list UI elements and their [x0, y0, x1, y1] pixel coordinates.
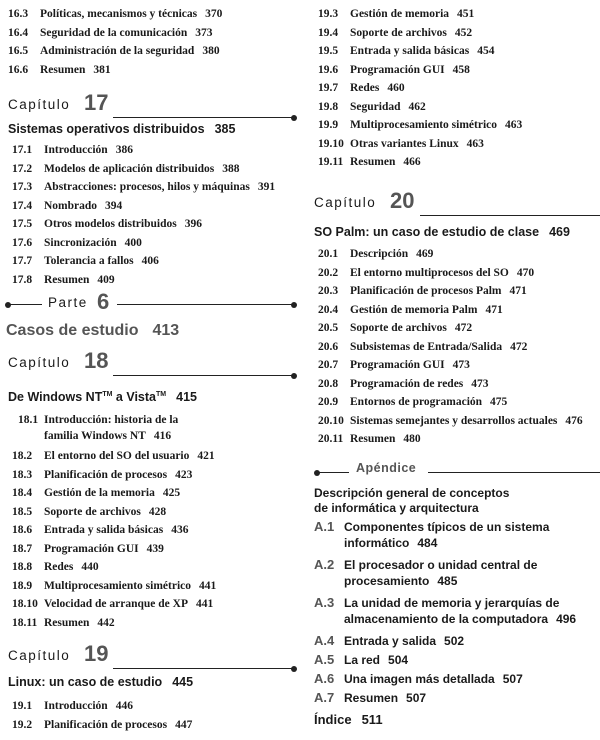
appendix-header: [300, 461, 600, 481]
entry-page: 504: [388, 653, 409, 667]
entry-page: 473: [452, 359, 470, 371]
toc-entry: [300, 98, 600, 117]
rule-dot: [291, 373, 297, 379]
entry-page: 380: [202, 45, 220, 57]
entry-number: 19.8: [318, 100, 339, 113]
chapter-rule: [113, 668, 293, 669]
entry-title-line1: Entrada y salida 502: [344, 634, 465, 648]
toc-entry: [300, 393, 600, 412]
entry-title: Introducción: [44, 700, 108, 712]
entry-page: 466: [403, 156, 421, 168]
entry-title: Seguridad de la comunicación: [40, 26, 188, 39]
entry-number: 20.1: [318, 248, 339, 260]
entry-number: 20.2: [318, 266, 339, 279]
entry-title: Resumen: [44, 273, 90, 286]
entry-number: 19.1: [12, 700, 33, 712]
entry-page: 458: [452, 63, 470, 76]
appendix-entry: [314, 633, 600, 652]
toc-entry: [0, 197, 300, 216]
entry-title: Políticas, mecanismos y técnicas: [40, 8, 198, 20]
entry-number: 18.7: [12, 542, 33, 555]
toc-entry: [0, 61, 300, 80]
entry-title: Programación GUI: [44, 542, 139, 555]
chapter-20-entries: [300, 245, 600, 449]
entry-page: 473: [471, 377, 489, 390]
entry-title-line1: Una imagen más detallada 507: [344, 672, 523, 686]
appendix-entry: [314, 595, 600, 633]
entry-page: 394: [105, 199, 123, 212]
toc-entry: [300, 61, 600, 80]
toc-entry: 18.1 Introducción: historia de la familia Windows NT 416: [18, 414, 179, 442]
entry-number: A.3: [314, 595, 335, 610]
chapter-17-title: Sistemas operativos distribuidos 385: [8, 122, 236, 136]
entry-page: 406: [141, 255, 159, 267]
toc-entry: [0, 215, 300, 234]
entry-page: 428: [148, 505, 167, 518]
entry-number: 18.3: [12, 468, 33, 481]
toc-entry: [0, 540, 300, 559]
entry-page: 454: [477, 45, 495, 57]
entry-number: 17.5: [12, 218, 33, 230]
toc-entry: [300, 135, 600, 154]
entry-page: 470: [516, 266, 535, 279]
entry-number: 18.10: [12, 598, 38, 610]
appendix-entry: [314, 652, 600, 671]
section-16-entries: [0, 5, 300, 79]
part-label: Parte: [48, 295, 88, 310]
entry-page: 391: [257, 181, 276, 193]
toc-entry: [0, 614, 300, 633]
toc-entry: [0, 447, 300, 466]
rule-dot: [291, 302, 297, 308]
entry-page: 507: [406, 691, 427, 705]
appendix-rule-right: [428, 472, 600, 473]
entry-number: 20.3: [318, 285, 339, 297]
entry-number: 18.2: [12, 450, 33, 462]
toc-entry: [300, 79, 600, 98]
entry-number: 20.8: [318, 377, 339, 390]
entry-number: 17.2: [12, 162, 33, 175]
entry-number: A.2: [314, 557, 335, 572]
entry-page: 386: [115, 144, 133, 156]
chapter-18-header: [0, 340, 300, 372]
part-rule-left: [10, 304, 42, 305]
entry-title: Modelos de aplicación distribuidos: [44, 162, 215, 175]
rule-dot: [291, 115, 297, 121]
entry-number: A.4: [314, 633, 335, 648]
entry-number: 19.11: [318, 156, 344, 168]
entry-title: Otros modelos distribuidos: [44, 218, 177, 230]
toc-entry: [0, 697, 300, 716]
entry-title-line1: La red 504: [344, 653, 409, 667]
appendix-entries: [314, 519, 600, 709]
entry-page: 485: [437, 574, 458, 588]
entry-number: 18.9: [12, 579, 33, 592]
chapter-number: 17: [84, 90, 109, 115]
entry-page: 370: [205, 8, 223, 20]
entry-number: 18.8: [12, 561, 33, 573]
entry-page: 436: [171, 524, 189, 536]
entry-title: Entornos de programación: [350, 396, 483, 408]
entry-title: Planificación de procesos: [44, 468, 168, 481]
entry-page: 441: [199, 579, 217, 592]
entry-title: Otras variantes Linux: [350, 137, 459, 150]
toc-entry: [0, 595, 300, 614]
entry-title-line2: procesamiento 485: [344, 574, 458, 588]
toc-entry: [0, 521, 300, 540]
entry-title: Administración de la seguridad: [40, 45, 195, 57]
index-entry: Índice 511: [314, 712, 383, 727]
entry-number: 20.11: [318, 433, 344, 445]
entry-title: Resumen: [350, 156, 396, 168]
chapter-label: Capítulo: [8, 97, 71, 112]
appendix-label: Apéndice: [356, 461, 417, 475]
chapter-rule: [113, 117, 293, 118]
chapter-18-title: De Windows NT™ a Vista™ 415: [8, 390, 197, 404]
entry-number: 19.10: [318, 137, 344, 150]
entry-number: 19.3: [318, 8, 339, 20]
part-6-header: [0, 289, 300, 315]
toc-entry: [300, 430, 600, 449]
entry-title: Velocidad de arranque de XP: [44, 598, 188, 610]
entry-page: 472: [510, 340, 528, 353]
entry-title: Resumen: [44, 616, 90, 629]
entry-title: Redes: [350, 82, 380, 94]
entry-title: Multiprocesamiento simétrico: [350, 119, 498, 131]
entry-title: Planificación de procesos Palm: [350, 285, 502, 297]
entry-page: 484: [417, 536, 438, 550]
chapter-number: 20: [390, 188, 415, 213]
entry-title: Programación GUI: [350, 63, 445, 76]
entry-page: 400: [124, 236, 142, 249]
chapter-rule: [420, 215, 600, 216]
toc-entry: [300, 153, 600, 172]
toc-entry: [0, 141, 300, 160]
entry-number: 17.8: [12, 273, 33, 286]
toc-entry: [300, 5, 600, 24]
toc-entry: [300, 245, 600, 264]
entry-number: 16.6: [8, 63, 29, 76]
toc-entry: [300, 375, 600, 394]
toc-entry: [300, 319, 600, 338]
entry-number: A.5: [314, 652, 335, 667]
entry-title: Descripción: [350, 248, 409, 260]
entry-number: A.1: [314, 519, 335, 534]
entry-number: 17.7: [12, 255, 33, 267]
entry-title: Entrada y salida básicas: [350, 45, 470, 57]
toc-entry: [0, 178, 300, 197]
entry-title: Gestión de memoria: [350, 8, 450, 20]
entry-title: Tolerancia a fallos: [44, 255, 134, 267]
entry-number: 17.3: [12, 181, 33, 193]
entry-page: 425: [162, 487, 181, 499]
entry-title: El entorno multiprocesos del SO: [350, 266, 509, 279]
entry-page: 396: [184, 218, 202, 230]
entry-number: 20.5: [318, 322, 339, 334]
toc-entry: [300, 301, 600, 320]
chapter-20-header: [300, 180, 600, 212]
entry-number: 17.4: [12, 199, 33, 212]
entry-title: Planificación de procesos: [44, 718, 168, 731]
entry-page: 471: [509, 285, 527, 297]
rule-dot: [291, 666, 297, 672]
chapter-label: Capítulo: [8, 648, 71, 663]
entry-page: 472: [454, 322, 473, 334]
toc-entry: [300, 338, 600, 357]
toc-entry: [0, 466, 300, 485]
entry-title: Programación de redes: [350, 377, 464, 390]
chapter-18-entry-1: [0, 412, 300, 448]
entry-title: Introducción: [44, 144, 108, 156]
entry-page: 446: [115, 700, 133, 712]
entry-number: 16.5: [8, 45, 29, 57]
entry-number: 16.4: [8, 26, 29, 39]
entry-page: 388: [222, 162, 240, 175]
toc-entry: [0, 42, 300, 61]
entry-title: Soporte de archivos: [350, 26, 447, 39]
entry-page: 423: [175, 468, 193, 481]
entry-title: Entrada y salida básicas: [44, 524, 164, 536]
toc-entry: [0, 577, 300, 596]
toc-entry: [300, 356, 600, 375]
chapter-label: Capítulo: [314, 195, 377, 210]
entry-title: Multiprocesamiento simétrico: [44, 579, 192, 592]
entry-title-line1: Componentes típicos de un sistema: [344, 520, 550, 534]
entry-page: 452: [454, 26, 473, 39]
entry-title: Subsistemas de Entrada/Salida: [350, 340, 503, 353]
entry-number: 18.4: [12, 487, 33, 499]
chapter-label: Capítulo: [8, 355, 71, 370]
entry-title: Resumen: [350, 433, 396, 445]
entry-page: 381: [93, 63, 111, 76]
chapter-18-entries: [0, 447, 300, 632]
rule-dot: [5, 302, 11, 308]
entry-page: 460: [387, 82, 405, 94]
entry-number: 18.6: [12, 524, 33, 536]
entry-title: Soporte de archivos: [350, 322, 447, 334]
chapter-rule: [113, 375, 293, 376]
toc-entry: [0, 160, 300, 179]
entry-title: Sincronización: [44, 236, 117, 249]
entry-title: El entorno del SO del usuario: [44, 450, 190, 462]
entry-number: 19.6: [318, 63, 339, 76]
chapter-19-title: Linux: un caso de estudio 445: [8, 675, 194, 689]
appendix-entry: [314, 557, 600, 595]
entry-number: 17.1: [12, 144, 33, 156]
appendix-entry: [314, 519, 600, 557]
entry-number: A.7: [314, 690, 335, 705]
chapter-17-entries: [0, 141, 300, 289]
entry-number: 19.5: [318, 45, 339, 57]
entry-title: Nombrado: [44, 199, 98, 212]
toc-entry: [0, 252, 300, 271]
entry-page: 476: [565, 414, 583, 427]
toc-entry: [0, 24, 300, 43]
entry-number: 20.9: [318, 396, 339, 408]
entry-number: 19.2: [12, 718, 33, 731]
part-rule-right: [117, 304, 293, 305]
entry-title-line1: Resumen 507: [344, 691, 427, 705]
entry-number: 20.6: [318, 340, 339, 353]
entry-number: 20.7: [318, 359, 339, 371]
entry-title: Soporte de archivos: [44, 505, 141, 518]
entry-number: 19.9: [318, 119, 339, 131]
entry-number: 18.5: [12, 505, 33, 518]
entry-page: 471: [485, 303, 503, 316]
chapter-19-entries: [0, 697, 300, 734]
entry-title: Redes: [44, 561, 74, 573]
entry-page: 475: [490, 396, 508, 408]
entry-number: 17.6: [12, 236, 33, 249]
entry-page: 469: [416, 248, 434, 260]
entry-title: Resumen: [40, 63, 86, 76]
chapter-number: 18: [84, 348, 109, 373]
entry-page: 442: [97, 616, 115, 629]
entry-page: 480: [403, 433, 421, 445]
toc-entry: [0, 558, 300, 577]
entry-page: 440: [81, 561, 99, 573]
entry-page: 451: [457, 8, 475, 20]
part-number: 6: [97, 289, 110, 314]
entry-page: 421: [197, 450, 215, 462]
entry-page: 463: [505, 119, 523, 131]
entry-page: 496: [556, 612, 577, 626]
entry-page: 462: [408, 100, 426, 113]
appendix-title: Descripción general de conceptos de informática y arquitectura: [314, 486, 510, 515]
entry-title: Seguridad: [350, 100, 401, 113]
entry-number: 20.10: [318, 414, 344, 427]
toc-entry: [300, 24, 600, 43]
entry-title-line1: La unidad de memoria y jerarquías de: [344, 596, 560, 610]
entry-title: Programación GUI: [350, 359, 445, 371]
toc-entry: [0, 503, 300, 522]
entry-page: 409: [97, 273, 115, 286]
entry-page: 373: [195, 26, 213, 39]
part-6-title: Casos de estudio 413: [6, 322, 180, 339]
entry-number: 20.4: [318, 303, 339, 316]
entry-page: 441: [195, 598, 214, 610]
entry-page: 439: [146, 542, 164, 555]
entry-number: 18.11: [12, 616, 38, 629]
appendix-entry: [314, 671, 600, 690]
appendix-rule-left: [319, 472, 349, 473]
entry-number: 19.4: [318, 26, 339, 39]
entry-title: Gestión de memoria Palm: [350, 303, 478, 316]
entry-page: 463: [466, 137, 484, 150]
appendix-entry: [314, 690, 600, 709]
toc-entry: [0, 5, 300, 24]
entry-title: Gestión de la memoria: [44, 487, 155, 499]
chapter-19-cont-entries: [300, 5, 600, 172]
chapter-17-header: [0, 82, 300, 114]
entry-number: A.6: [314, 671, 335, 686]
chapter-19-header: [0, 633, 300, 665]
toc-entry: [300, 264, 600, 283]
entry-page: 507: [502, 672, 523, 686]
toc-entry: [0, 234, 300, 253]
entry-title-line2: informático 484: [344, 536, 438, 550]
entry-number: 16.3: [8, 8, 29, 20]
chapter-number: 19: [84, 641, 109, 666]
entry-title-line1: El procesador o unidad central de: [344, 558, 538, 572]
toc-entry: [0, 716, 300, 735]
entry-title-line2: almacenamiento de la computadora 496: [344, 612, 577, 626]
entry-title: Sistemas semejantes y desarrollos actuales: [350, 414, 558, 427]
entry-page: 502: [444, 634, 465, 648]
entry-page: 447: [175, 718, 193, 731]
toc-entry: [300, 116, 600, 135]
toc-entry: [0, 484, 300, 503]
rule-dot: [314, 470, 320, 476]
toc-entry: [300, 42, 600, 61]
toc-entry: [300, 282, 600, 301]
toc-entry: [300, 412, 600, 431]
chapter-20-title: SO Palm: un caso de estudio de clase 469: [314, 225, 570, 239]
toc-entry: [0, 271, 300, 290]
entry-title: Abstracciones: procesos, hilos y máquinas: [44, 181, 250, 193]
entry-number: 19.7: [318, 82, 339, 94]
